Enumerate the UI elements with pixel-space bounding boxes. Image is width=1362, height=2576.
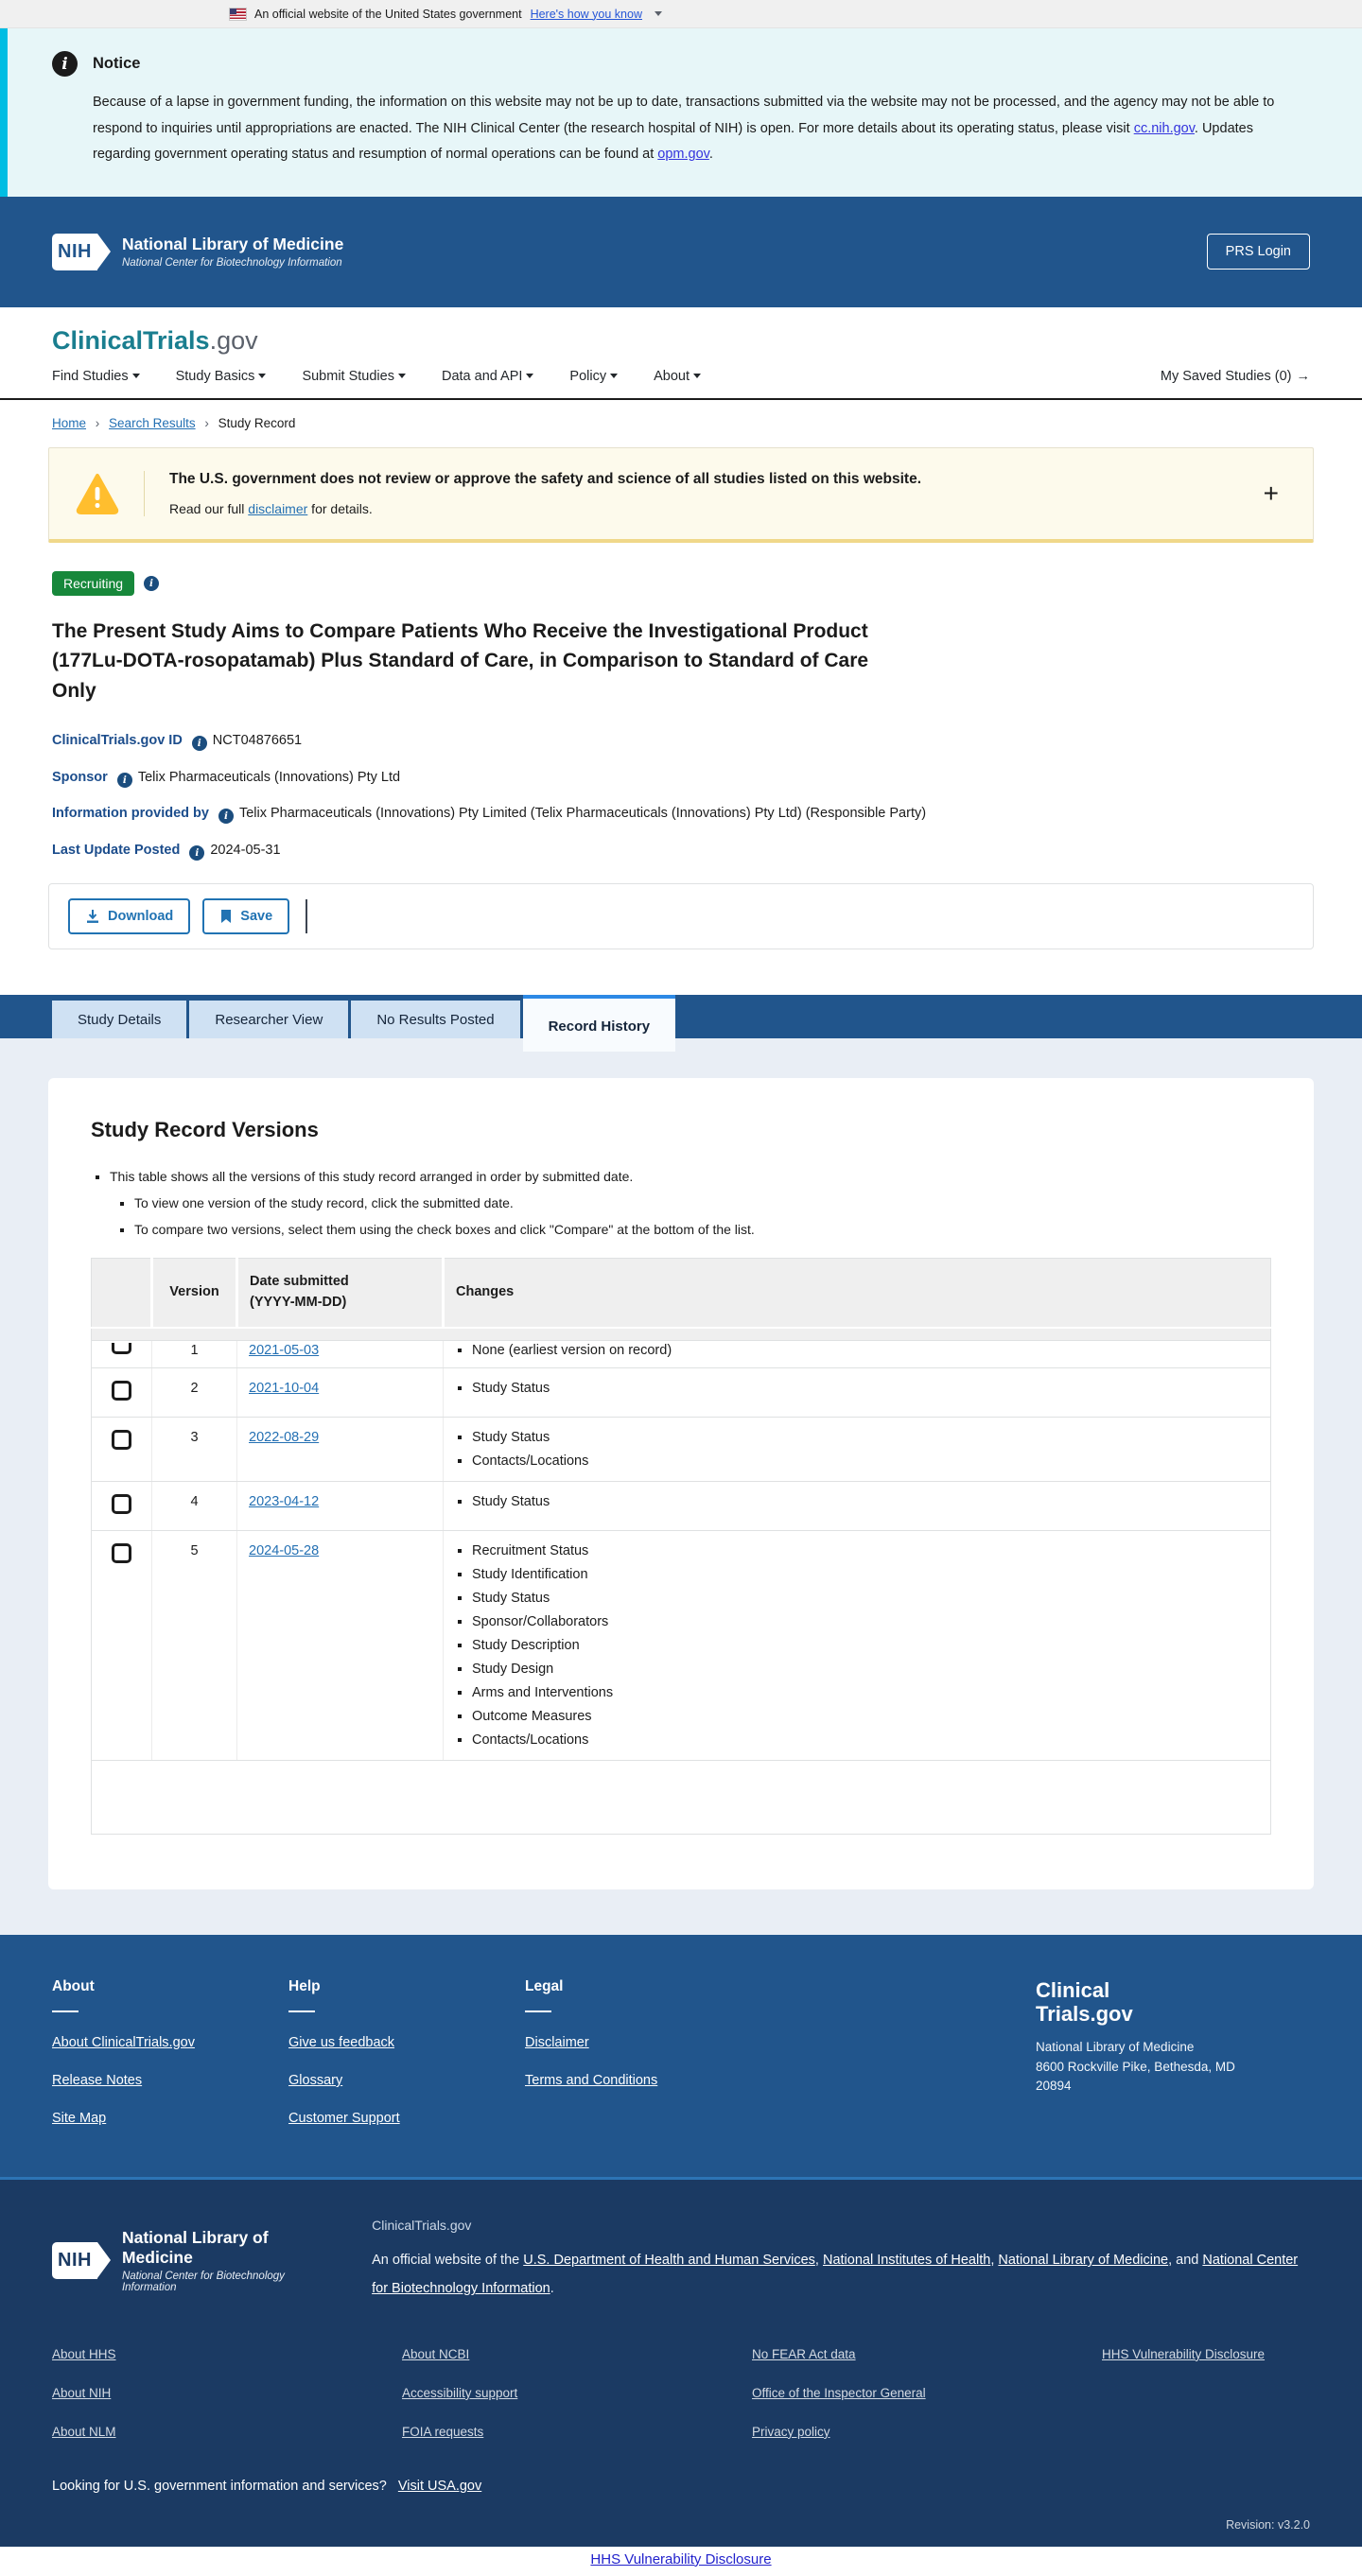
nav-item-label: Policy bbox=[569, 368, 607, 384]
change-item: ▪ Sponsor/Collaborators bbox=[472, 1614, 1259, 1629]
change-item: ▪ Study Identification bbox=[472, 1567, 1259, 1582]
notice-text: . bbox=[708, 147, 713, 163]
study-record-versions-card bbox=[48, 1078, 1314, 1889]
nav-item-policy[interactable] bbox=[569, 369, 618, 384]
footer-brand-line1: Clinical bbox=[1036, 1978, 1110, 2003]
changes-column-header: Changes bbox=[444, 1259, 1271, 1328]
agency-link-privacy-policy[interactable]: Privacy policy bbox=[752, 2424, 830, 2439]
change-item: ▪ None (earliest version on record) bbox=[472, 1343, 1259, 1358]
changes-list bbox=[472, 1543, 1259, 1748]
version-cell: 1 bbox=[152, 1341, 237, 1368]
main-nav bbox=[0, 356, 1362, 400]
statement-text: , bbox=[814, 2253, 823, 2269]
agency-link-office-of-the-inspector-general[interactable]: Office of the Inspector General bbox=[752, 2385, 926, 2400]
chevron-down-icon bbox=[693, 374, 701, 378]
main-nav-items bbox=[52, 369, 737, 384]
notice-text: Because of a lapse in government funding, the information on this website may not be up to date, transactions submitted via the website may not be processed, and the agency may not be able to respond to inquiries until appropriations are enacted. The NIH Clinical Center (the research hospital of NIH) is open. For more details about its operating status, please visit bbox=[93, 95, 1275, 136]
bookmark-icon bbox=[219, 909, 233, 924]
info-provided-label: Information provided by bbox=[52, 806, 209, 822]
changes-cell bbox=[444, 1531, 1271, 1761]
statement-text: . bbox=[550, 2281, 554, 2297]
changes-cell bbox=[444, 1368, 1271, 1418]
versions-table bbox=[91, 1258, 1271, 1835]
notice-title: Notice bbox=[93, 55, 141, 72]
revision-label: Revision: v3.2.0 bbox=[1226, 2517, 1310, 2532]
download-label: Download bbox=[108, 909, 174, 925]
versions-table-body bbox=[92, 1328, 1271, 1835]
scrolled-row-remnant bbox=[92, 1328, 1271, 1341]
date-cell bbox=[237, 1418, 444, 1482]
save-button[interactable] bbox=[202, 898, 289, 934]
date-cell bbox=[237, 1368, 444, 1418]
footer-address-line: National Library of Medicine bbox=[1036, 2039, 1195, 2054]
date-header-line2: (YYYY-MM-DD) bbox=[250, 1294, 347, 1310]
row-checkbox[interactable] bbox=[112, 1494, 131, 1514]
agency-link-about-hhs[interactable]: About HHS bbox=[52, 2346, 116, 2361]
changes-list bbox=[472, 1430, 1259, 1469]
table-row bbox=[92, 1368, 1271, 1418]
table-row bbox=[92, 1482, 1271, 1531]
date-cell bbox=[237, 1341, 444, 1368]
info-icon: i bbox=[52, 51, 78, 77]
bottom-strip bbox=[0, 2547, 1362, 2576]
footer-link-glossary[interactable]: Glossary bbox=[288, 2073, 343, 2089]
chevron-down-icon bbox=[398, 374, 406, 378]
expand-icon[interactable]: + bbox=[1263, 478, 1279, 508]
breadcrumb-separator: › bbox=[204, 415, 209, 430]
footer-address-line: 8600 Rockville Pike, Bethesda, MD bbox=[1036, 2059, 1235, 2074]
nih-acronym: NIH bbox=[52, 2242, 97, 2279]
warning-text: for details. bbox=[307, 500, 373, 516]
tab-researcher-view[interactable]: Researcher View bbox=[189, 1001, 348, 1038]
breadcrumb-search-results-link[interactable]: Search Results bbox=[109, 415, 196, 430]
study-id-row bbox=[52, 730, 932, 751]
footer-brand-block bbox=[1036, 1978, 1310, 2149]
footer-link-customer-support[interactable]: Customer Support bbox=[288, 2111, 400, 2127]
warning-heading: The U.S. government does not review or approve the safety and science of all studies listed on this website. bbox=[169, 470, 922, 487]
change-item: ▪ Study Status bbox=[472, 1381, 1259, 1396]
cc-nih-gov-link[interactable]: cc.nih.gov bbox=[1133, 120, 1195, 136]
checkbox-clip bbox=[103, 1343, 140, 1357]
heading-underline bbox=[288, 2010, 315, 2012]
statement-text: An official website of the bbox=[372, 2253, 524, 2269]
statement-link-national-institutes-of-health[interactable]: National Institutes of Health bbox=[822, 2253, 991, 2269]
tab-record-history[interactable]: Record History bbox=[523, 995, 676, 1052]
checkbox-cell bbox=[92, 1418, 152, 1482]
changes-list bbox=[472, 1343, 1259, 1358]
checkbox-cell bbox=[92, 1341, 152, 1368]
date-cell bbox=[237, 1531, 444, 1761]
checkbox-cell bbox=[92, 1482, 152, 1531]
versions-intro-list bbox=[110, 1169, 1271, 1237]
footer-link-about-clinicaltrials-gov[interactable]: About ClinicalTrials.gov bbox=[52, 2035, 195, 2051]
chevron-down-icon bbox=[258, 374, 266, 378]
submitted-date-link[interactable]: 2024-05-28 bbox=[249, 1543, 320, 1559]
table-footer-empty bbox=[92, 1761, 1271, 1835]
changes-list bbox=[472, 1381, 1259, 1396]
notice-text: . Updates regarding government operating status and resumption of normal operations can be found at bbox=[93, 120, 1253, 163]
nlm-logo[interactable] bbox=[52, 234, 343, 270]
submitted-date-link[interactable]: 2023-04-12 bbox=[249, 1494, 320, 1510]
statement-text: , bbox=[990, 2253, 999, 2269]
change-item: ▪ Study Design bbox=[472, 1662, 1259, 1677]
row-checkbox[interactable] bbox=[112, 1381, 131, 1401]
date-column-header bbox=[237, 1259, 444, 1328]
brand-suffix: .gov bbox=[209, 325, 258, 355]
info-icon[interactable]: i bbox=[218, 809, 234, 824]
nih-logo-icon bbox=[52, 2242, 111, 2279]
gov-banner bbox=[0, 0, 1362, 28]
changes-cell bbox=[444, 1341, 1271, 1368]
version-cell: 2 bbox=[152, 1368, 237, 1418]
agency-link-accessibility-support[interactable]: Accessibility support bbox=[402, 2385, 518, 2400]
nav-item-label: Submit Studies bbox=[302, 368, 394, 384]
footer-brand-line2: Trials.gov bbox=[1036, 2002, 1133, 2027]
changes-cell bbox=[444, 1418, 1271, 1482]
agency-link-no-fear-act-data[interactable]: No FEAR Act data bbox=[752, 2346, 856, 2361]
heading-underline bbox=[52, 2010, 79, 2012]
nih-logo-icon bbox=[52, 234, 111, 270]
notice-body bbox=[93, 90, 1277, 168]
scrolled-row-remnant-cell bbox=[92, 1328, 1271, 1341]
version-column-header: Version bbox=[152, 1259, 237, 1328]
us-flag-icon bbox=[230, 9, 246, 20]
chevron-down-icon bbox=[610, 374, 618, 378]
change-item: ▪ Outcome Measures bbox=[472, 1709, 1259, 1724]
visit-usa-gov-link[interactable]: Visit USA.gov bbox=[397, 2478, 482, 2494]
statement-link-u-s-department-of-health-and-h[interactable]: U.S. Department of Health and Human Services bbox=[523, 2253, 815, 2269]
agency-links-column bbox=[752, 2347, 1102, 2463]
nih-acronym: NIH bbox=[52, 234, 97, 270]
submitted-date-link[interactable]: 2022-08-29 bbox=[249, 1430, 320, 1446]
statement-link-national-library-of-medicine[interactable]: National Library of Medicine bbox=[998, 2253, 1169, 2269]
footer-column-heading: Legal bbox=[525, 1978, 564, 1995]
footer-column-heading: Help bbox=[288, 1978, 321, 1995]
nlm-logo-footer[interactable] bbox=[52, 2218, 298, 2304]
nav-item-find-studies[interactable] bbox=[52, 369, 140, 384]
gov-banner-text: An official website of the United States government bbox=[254, 7, 522, 21]
nav-item-about[interactable] bbox=[654, 369, 701, 384]
chevron-down-icon bbox=[526, 374, 533, 378]
actions-toolbar bbox=[48, 883, 1314, 949]
footer bbox=[0, 1935, 1362, 2177]
saved-studies-label: My Saved Studies (0) bbox=[1160, 368, 1292, 384]
save-label: Save bbox=[240, 909, 273, 925]
arrow-right-icon: → bbox=[1296, 368, 1310, 384]
nav-item-data-and-api[interactable] bbox=[442, 369, 533, 384]
nav-item-submit-studies[interactable] bbox=[302, 369, 406, 384]
change-item: ▪ Study Status bbox=[472, 1430, 1259, 1445]
agency-link-about-ncbi[interactable]: About NCBI bbox=[402, 2346, 470, 2361]
change-item: ▪ Contacts/Locations bbox=[472, 1453, 1259, 1469]
tab-no-results-posted[interactable]: No Results Posted bbox=[351, 1001, 519, 1038]
record-history-panel bbox=[0, 1038, 1362, 1935]
footer-columns bbox=[52, 1978, 837, 2149]
version-cell: 5 bbox=[152, 1531, 237, 1761]
warning-triangle-icon bbox=[76, 473, 119, 514]
info-provided-row bbox=[52, 803, 932, 824]
table-row bbox=[92, 1531, 1271, 1761]
disclaimer-link[interactable]: disclaimer bbox=[248, 500, 308, 516]
footer-address bbox=[1036, 2038, 1310, 2097]
table-row bbox=[92, 1418, 1271, 1482]
brand-primary: ClinicalTrials bbox=[52, 325, 210, 355]
agency-links-column bbox=[52, 2347, 402, 2463]
footer-column-about bbox=[52, 1978, 288, 2149]
prs-login-button[interactable]: PRS Login bbox=[1207, 234, 1310, 270]
warning-text: Read our full bbox=[169, 500, 249, 516]
saved-studies-link[interactable] bbox=[1161, 369, 1310, 384]
row-checkbox[interactable] bbox=[112, 1430, 131, 1450]
breadcrumb-current: Study Record bbox=[218, 415, 296, 430]
agency-footer bbox=[0, 2177, 1362, 2547]
last-update-value: 2024-05-31 bbox=[210, 842, 281, 858]
change-item: ▪ Study Description bbox=[472, 1638, 1259, 1653]
official-website-statement bbox=[372, 2246, 1310, 2304]
sponsor-row bbox=[52, 767, 932, 788]
study-meta bbox=[52, 730, 1310, 861]
table-header-row bbox=[92, 1259, 1271, 1328]
nav-item-label: Data and API bbox=[441, 368, 523, 384]
nlm-subtitle: National Center for Biotechnology Information bbox=[121, 257, 342, 270]
footer-column-legal bbox=[525, 1978, 837, 2149]
intro-sublist bbox=[134, 1195, 1271, 1237]
footer-link-release-notes[interactable]: Release Notes bbox=[52, 2073, 143, 2089]
nlm-header bbox=[0, 197, 1362, 307]
funding-notice bbox=[0, 28, 1362, 197]
info-icon[interactable]: i bbox=[192, 736, 207, 751]
site-brand[interactable] bbox=[0, 307, 1362, 356]
warning-subtext bbox=[169, 501, 1233, 516]
row-checkbox[interactable] bbox=[112, 1543, 131, 1563]
info-icon[interactable]: i bbox=[117, 773, 132, 788]
recruiting-status-badge: Recruiting bbox=[52, 571, 134, 596]
agency-links bbox=[52, 2347, 1310, 2463]
download-icon bbox=[85, 909, 100, 924]
change-item: ▪ Arms and Interventions bbox=[472, 1685, 1259, 1700]
chevron-down-icon bbox=[132, 374, 140, 378]
change-item: ▪ Recruitment Status bbox=[472, 1543, 1259, 1558]
change-item: ▪ Study Status bbox=[472, 1494, 1259, 1509]
changes-list bbox=[472, 1494, 1259, 1509]
hhs-vulnerability-disclosure-link[interactable]: HHS Vulnerability Disclosure bbox=[590, 2550, 772, 2567]
divider bbox=[306, 899, 307, 933]
change-item: ▪ Study Status bbox=[472, 1591, 1259, 1606]
download-button[interactable] bbox=[68, 898, 190, 934]
opm-gov-link[interactable]: opm.gov bbox=[657, 147, 709, 163]
study-title: The Present Study Aims to Compare Patients Who Receive the Investigational Product (177Lu-DOTA-rosopatamab) Plus Standard of Care, in Comparison to Standard of Care Only bbox=[52, 619, 869, 702]
agency-links-column bbox=[402, 2347, 752, 2463]
agency-link-foia-requests[interactable]: FOIA requests bbox=[402, 2424, 484, 2439]
tab-study-details[interactable]: Study Details bbox=[52, 1001, 186, 1038]
last-update-label: Last Update Posted bbox=[52, 842, 181, 858]
agency-link-hhs-vulnerability-disclosure[interactable]: HHS Vulnerability Disclosure bbox=[1102, 2346, 1266, 2361]
sponsor-value: Telix Pharmaceuticals (Innovations) Pty Ltd bbox=[137, 769, 401, 785]
changes-cell bbox=[444, 1482, 1271, 1531]
subfooter-brand: ClinicalTrials.gov bbox=[372, 2218, 472, 2234]
nav-item-label: Find Studies bbox=[52, 368, 129, 384]
change-item: ▪ Contacts/Locations bbox=[472, 1732, 1259, 1748]
table-footer-empty-cell bbox=[92, 1761, 1271, 1835]
info-icon[interactable]: i bbox=[189, 845, 204, 861]
breadcrumb-home-link[interactable]: Home bbox=[52, 415, 87, 430]
info-provided-value: Telix Pharmaceuticals (Innovations) Pty Limited (Telix Pharmaceuticals (Innovations) Pty Ltd) (Responsible Party) bbox=[238, 806, 927, 822]
version-cell: 4 bbox=[152, 1482, 237, 1531]
date-header-line1: Date submitted bbox=[250, 1274, 349, 1290]
study-id-label: ClinicalTrials.gov ID bbox=[52, 733, 183, 749]
footer-address-line: 20894 bbox=[1036, 2079, 1072, 2094]
agency-link-about-nlm[interactable]: About NLM bbox=[52, 2424, 116, 2439]
breadcrumb bbox=[0, 400, 1362, 436]
statement-link-national-center-for-biotechnol[interactable]: National Center for Biotechnology Information bbox=[372, 2253, 1299, 2297]
nav-item-label: Study Basics bbox=[175, 368, 255, 384]
intro-bullet bbox=[110, 1169, 1271, 1237]
agency-link-about-nih[interactable]: About NIH bbox=[52, 2385, 112, 2400]
last-update-row bbox=[52, 840, 932, 861]
row-checkbox[interactable] bbox=[112, 1343, 131, 1354]
tab-bar bbox=[0, 995, 1362, 1038]
versions-heading: Study Record Versions bbox=[91, 1118, 319, 1142]
statement-text: , and bbox=[1168, 2253, 1203, 2269]
usa-gov-row bbox=[52, 2479, 1310, 2494]
checkbox-cell bbox=[92, 1368, 152, 1418]
sponsor-label: Sponsor bbox=[52, 769, 108, 785]
footer-link-give-us-feedback[interactable]: Give us feedback bbox=[288, 2035, 395, 2051]
intro-sub-bullet: ▪ To compare two versions, select them using the check boxes and click "Compare" at the bottom of the list. bbox=[134, 1222, 1271, 1237]
submitted-date-link[interactable]: 2021-10-04 bbox=[249, 1381, 320, 1397]
nlm-subtitle: National Center for Biotechnology Information bbox=[121, 2270, 285, 2293]
footer-column-help bbox=[288, 1978, 525, 2149]
footer-link-terms-and-conditions[interactable]: Terms and Conditions bbox=[525, 2073, 658, 2089]
nlm-title: National Library of Medicine bbox=[121, 2227, 269, 2267]
government-disclaimer-banner bbox=[48, 447, 1314, 543]
submitted-date-link[interactable]: 2021-05-03 bbox=[249, 1343, 320, 1359]
checkbox-column-header bbox=[92, 1259, 152, 1328]
usa-gov-text: Looking for U.S. government information and services? bbox=[52, 2478, 387, 2494]
nav-item-label: About bbox=[654, 368, 690, 384]
footer-link-disclaimer[interactable]: Disclaimer bbox=[525, 2035, 589, 2051]
footer-column-heading: About bbox=[52, 1978, 95, 1995]
info-icon[interactable]: i bbox=[144, 576, 159, 591]
nlm-title: National Library of Medicine bbox=[121, 235, 344, 254]
intro-sub-bullet: ▪ To view one version of the study record, click the submitted date. bbox=[134, 1195, 1271, 1210]
version-cell: 3 bbox=[152, 1418, 237, 1482]
study-id-value: NCT04876651 bbox=[212, 733, 303, 749]
checkbox-cell bbox=[92, 1531, 152, 1761]
heading-underline bbox=[525, 2010, 551, 2012]
footer-link-site-map[interactable]: Site Map bbox=[52, 2111, 107, 2127]
how-you-know-link[interactable]: Here's how you know bbox=[530, 7, 642, 21]
chevron-down-icon bbox=[655, 11, 662, 16]
agency-links-column bbox=[1102, 2347, 1265, 2463]
divider bbox=[144, 471, 145, 516]
intro-text: This table shows all the versions of this study record arranged in order by submitted date. bbox=[110, 1169, 634, 1185]
date-cell bbox=[237, 1482, 444, 1531]
nav-item-study-basics[interactable] bbox=[176, 369, 267, 384]
breadcrumb-separator: › bbox=[95, 415, 100, 430]
table-row bbox=[92, 1341, 1271, 1368]
